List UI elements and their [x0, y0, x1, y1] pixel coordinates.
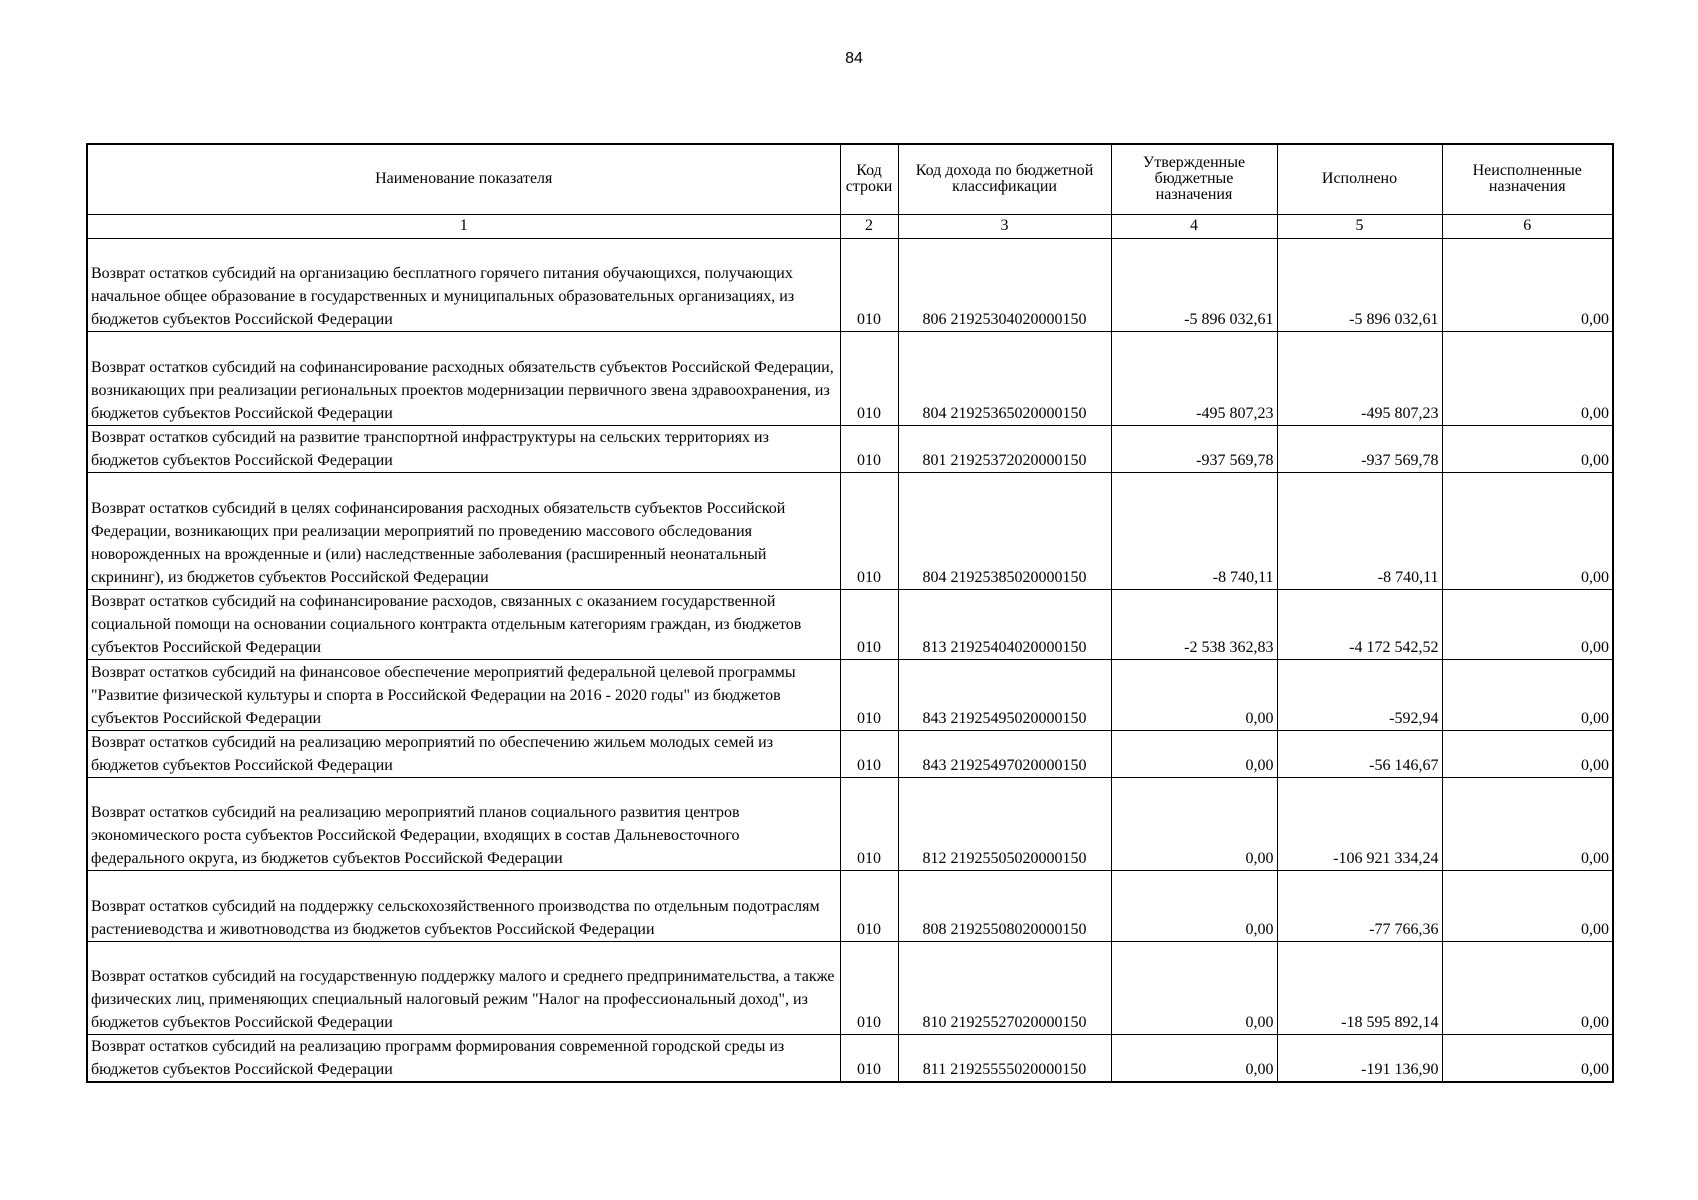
column-number: 6 [1442, 214, 1613, 238]
table-row [87, 941, 1613, 1034]
row-executed: -5 896 032,61 [1277, 238, 1442, 331]
column-number: 5 [1277, 214, 1442, 238]
row-name: Возврат остатков субсидий на финансовое обеспечение мероприятий федеральной целевой программы "Развитие физической культуры и спорта в Российской Федерации на 2016 - 2020 годы" из бюджетов субъектов Российской Федерации [87, 659, 840, 730]
row-unexecuted: 0,00 [1442, 238, 1613, 331]
header-name: Наименование показателя [87, 144, 840, 214]
row-executed: -106 921 334,24 [1277, 777, 1442, 870]
row-approved: 0,00 [1111, 659, 1277, 730]
row-approved: -8 740,11 [1111, 472, 1277, 589]
row-unexecuted: 0,00 [1442, 589, 1613, 659]
header-income-code: Код дохода по бюджетной классификации [898, 144, 1111, 214]
row-income-code: 811 21925555020000150 [898, 1034, 1111, 1082]
row-executed: -8 740,11 [1277, 472, 1442, 589]
row-name: Возврат остатков субсидий на реализацию мероприятий планов социального развития центров экономического роста субъектов Российской Федерации, входящих в состав Дальневосточного федерального округа, из бюджетов субъектов Российской Федерации [87, 777, 840, 870]
row-executed: -4 172 542,52 [1277, 589, 1442, 659]
row-approved: -2 538 362,83 [1111, 589, 1277, 659]
row-line-code: 010 [840, 331, 898, 425]
column-number-row [87, 214, 1613, 238]
table-row [87, 777, 1613, 870]
table-row [87, 331, 1613, 425]
row-income-code: 843 21925495020000150 [898, 659, 1111, 730]
header-executed: Исполнено [1277, 144, 1442, 214]
row-approved: 0,00 [1111, 777, 1277, 870]
row-executed: -937 569,78 [1277, 425, 1442, 472]
row-approved: -937 569,78 [1111, 425, 1277, 472]
row-executed: -56 146,67 [1277, 730, 1442, 777]
table-row [87, 1034, 1613, 1082]
row-approved: 0,00 [1111, 1034, 1277, 1082]
row-line-code: 010 [840, 472, 898, 589]
row-unexecuted: 0,00 [1442, 730, 1613, 777]
row-name: Возврат остатков субсидий на реализацию мероприятий по обеспечению жильем молодых семей из бюджетов субъектов Российской Федерации [87, 730, 840, 777]
budget-report-table [86, 143, 1614, 1083]
row-line-code: 010 [840, 777, 898, 870]
row-unexecuted: 0,00 [1442, 777, 1613, 870]
row-approved: -495 807,23 [1111, 331, 1277, 425]
row-line-code: 010 [840, 425, 898, 472]
table-row [87, 870, 1613, 941]
row-unexecuted: 0,00 [1442, 870, 1613, 941]
row-unexecuted: 0,00 [1442, 1034, 1613, 1082]
table-row [87, 238, 1613, 331]
row-approved: -5 896 032,61 [1111, 238, 1277, 331]
table-row [87, 730, 1613, 777]
row-income-code: 804 21925385020000150 [898, 472, 1111, 589]
row-unexecuted: 0,00 [1442, 331, 1613, 425]
row-income-code: 813 21925404020000150 [898, 589, 1111, 659]
row-income-code: 801 21925372020000150 [898, 425, 1111, 472]
row-executed: -18 595 892,14 [1277, 941, 1442, 1034]
row-executed: -592,94 [1277, 659, 1442, 730]
row-income-code: 804 21925365020000150 [898, 331, 1111, 425]
header-unexecuted: Неисполненные назначения [1442, 144, 1613, 214]
row-name: Возврат остатков субсидий на организацию бесплатного горячего питания обучающихся, получающих начальное общее образование в государственных и муниципальных образовательных организациях, из бюджетов субъектов Российской Федерации [87, 238, 840, 331]
table-header-row [87, 144, 1613, 214]
row-income-code: 808 21925508020000150 [898, 870, 1111, 941]
row-name: Возврат остатков субсидий на реализацию программ формирования современной городской среды из бюджетов субъектов Российской Федерации [87, 1034, 840, 1082]
row-unexecuted: 0,00 [1442, 941, 1613, 1034]
row-approved: 0,00 [1111, 870, 1277, 941]
row-name: Возврат остатков субсидий на развитие транспортной инфраструктуры на сельских территориях из бюджетов субъектов Российской Федерации [87, 425, 840, 472]
row-income-code: 810 21925527020000150 [898, 941, 1111, 1034]
row-executed: -191 136,90 [1277, 1034, 1442, 1082]
row-line-code: 010 [840, 659, 898, 730]
table-row [87, 425, 1613, 472]
row-line-code: 010 [840, 870, 898, 941]
column-number: 3 [898, 214, 1111, 238]
row-name: Возврат остатков субсидий на софинансирование расходов, связанных с оказанием государственной социальной помощи на основании социального контракта отдельным категориям граждан, из бюджетов субъектов Российской Федерации [87, 589, 840, 659]
row-line-code: 010 [840, 941, 898, 1034]
row-line-code: 010 [840, 589, 898, 659]
row-income-code: 812 21925505020000150 [898, 777, 1111, 870]
row-unexecuted: 0,00 [1442, 659, 1613, 730]
column-number: 2 [840, 214, 898, 238]
row-approved: 0,00 [1111, 730, 1277, 777]
header-approved: Утвержденные бюджетные назначения [1111, 144, 1277, 214]
row-executed: -77 766,36 [1277, 870, 1442, 941]
column-number: 1 [87, 214, 840, 238]
row-line-code: 010 [840, 1034, 898, 1082]
table-row [87, 472, 1613, 589]
table-row [87, 659, 1613, 730]
page-number: 84 [845, 50, 863, 67]
column-number: 4 [1111, 214, 1277, 238]
row-name: Возврат остатков субсидий в целях софинансирования расходных обязательств субъектов Российской Федерации, возникающих при реализации мероприятий по проведению массового обследования новорожденных на врожденные и (или) наследственные заболевания (расширенный неонатальный скрининг), из бюджетов субъектов Российской Федерации [87, 472, 840, 589]
row-line-code: 010 [840, 238, 898, 331]
row-name: Возврат остатков субсидий на государственную поддержку малого и среднего предпринимательства, а также физических лиц, применяющих специальный налоговый режим "Налог на профессиональный доход", из бюджетов субъектов Российской Федерации [87, 941, 840, 1034]
row-unexecuted: 0,00 [1442, 425, 1613, 472]
row-executed: -495 807,23 [1277, 331, 1442, 425]
row-income-code: 843 21925497020000150 [898, 730, 1111, 777]
row-income-code: 806 21925304020000150 [898, 238, 1111, 331]
row-line-code: 010 [840, 730, 898, 777]
row-name: Возврат остатков субсидий на поддержку сельскохозяйственного производства по отдельным подотраслям растениеводства и животноводства из бюджетов субъектов Российской Федерации [87, 870, 840, 941]
row-unexecuted: 0,00 [1442, 472, 1613, 589]
row-name: Возврат остатков субсидий на софинансирование расходных обязательств субъектов Российской Федерации, возникающих при реализации региональных проектов модернизации первичного звена здравоохранения, из бюджетов субъектов Российской Федерации [87, 331, 840, 425]
row-approved: 0,00 [1111, 941, 1277, 1034]
header-line-code: Код строки [840, 144, 898, 214]
table-row [87, 589, 1613, 659]
